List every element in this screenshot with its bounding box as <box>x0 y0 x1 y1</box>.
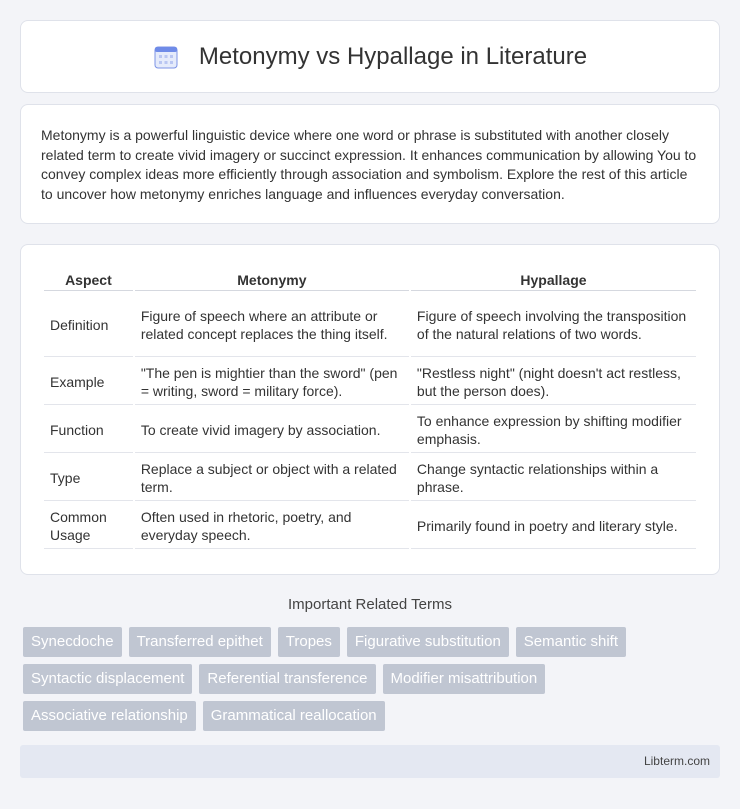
intro-card <box>20 104 720 224</box>
table-cell: "Restless night" (night doesn't act restless, but the person does). <box>411 359 696 405</box>
footer-bar <box>20 745 720 778</box>
related-term-tag[interactable]: Figurative substitution <box>347 627 509 657</box>
related-term-tag[interactable]: Tropes <box>278 627 340 657</box>
related-term-tag[interactable]: Transferred epithet <box>129 627 271 657</box>
table-cell: Replace a subject or object with a related term. <box>135 455 409 501</box>
page-title: Metonymy vs Hypallage in Literature <box>198 42 588 70</box>
table-cell: Definition <box>44 293 133 357</box>
intro-text: Metonymy is a powerful linguistic device where one word or phrase is substituted with another closely related term to create vivid imagery or succinct expression. It enhances communication by allowing You to convey complex ideas more efficiently through association and symbolism. Explore the rest of this article to uncover how metonymy enriches language and influences everyday conversation. <box>41 127 697 202</box>
table-cell: Type <box>44 455 133 501</box>
related-term-tag[interactable]: Synecdoche <box>23 627 122 657</box>
table-cell: Primarily found in poetry and literary style. <box>411 503 696 549</box>
related-term-tag[interactable]: Modifier misattribution <box>383 664 546 694</box>
column-header: Metonymy <box>135 267 409 291</box>
table-row <box>44 503 696 549</box>
table-row <box>44 407 696 453</box>
comparison-card <box>20 244 720 575</box>
table-cell: Example <box>44 359 133 405</box>
table-row <box>44 293 696 357</box>
table-cell: To enhance expression by shifting modifier emphasis. <box>411 407 696 453</box>
table-cell: Often used in rhetoric, poetry, and everyday speech. <box>135 503 409 549</box>
table-cell: "The pen is mightier than the sword" (pen = writing, sword = military force). <box>135 359 409 405</box>
related-term-tag[interactable]: Grammatical reallocation <box>203 701 385 731</box>
header-card <box>20 20 720 93</box>
table-cell: Common Usage <box>44 503 133 549</box>
table-cell: Figure of speech where an attribute or related concept replaces the thing itself. <box>135 293 409 357</box>
table-grid-icon <box>153 44 179 70</box>
related-term-tag[interactable]: Semantic shift <box>516 627 626 657</box>
related-term-tag[interactable]: Syntactic displacement <box>23 664 192 694</box>
table-header-row <box>44 267 696 291</box>
comparison-table <box>42 265 698 551</box>
table-row <box>44 359 696 405</box>
related-term-tag[interactable]: Associative relationship <box>23 701 196 731</box>
table-cell: Change syntactic relationships within a phrase. <box>411 455 696 501</box>
table-cell: Figure of speech involving the transposition of the natural relations of two words. <box>411 293 696 357</box>
column-header: Hypallage <box>411 267 696 291</box>
table-cell: Function <box>44 407 133 453</box>
related-term-tag[interactable]: Referential transference <box>199 664 375 694</box>
related-terms-title: Important Related Terms <box>288 596 452 613</box>
table-cell: To create vivid imagery by association. <box>135 407 409 453</box>
footer-site-link[interactable]: Libterm.com <box>643 754 710 768</box>
related-terms-list <box>23 627 723 738</box>
column-header: Aspect <box>44 267 133 291</box>
table-row <box>44 455 696 501</box>
